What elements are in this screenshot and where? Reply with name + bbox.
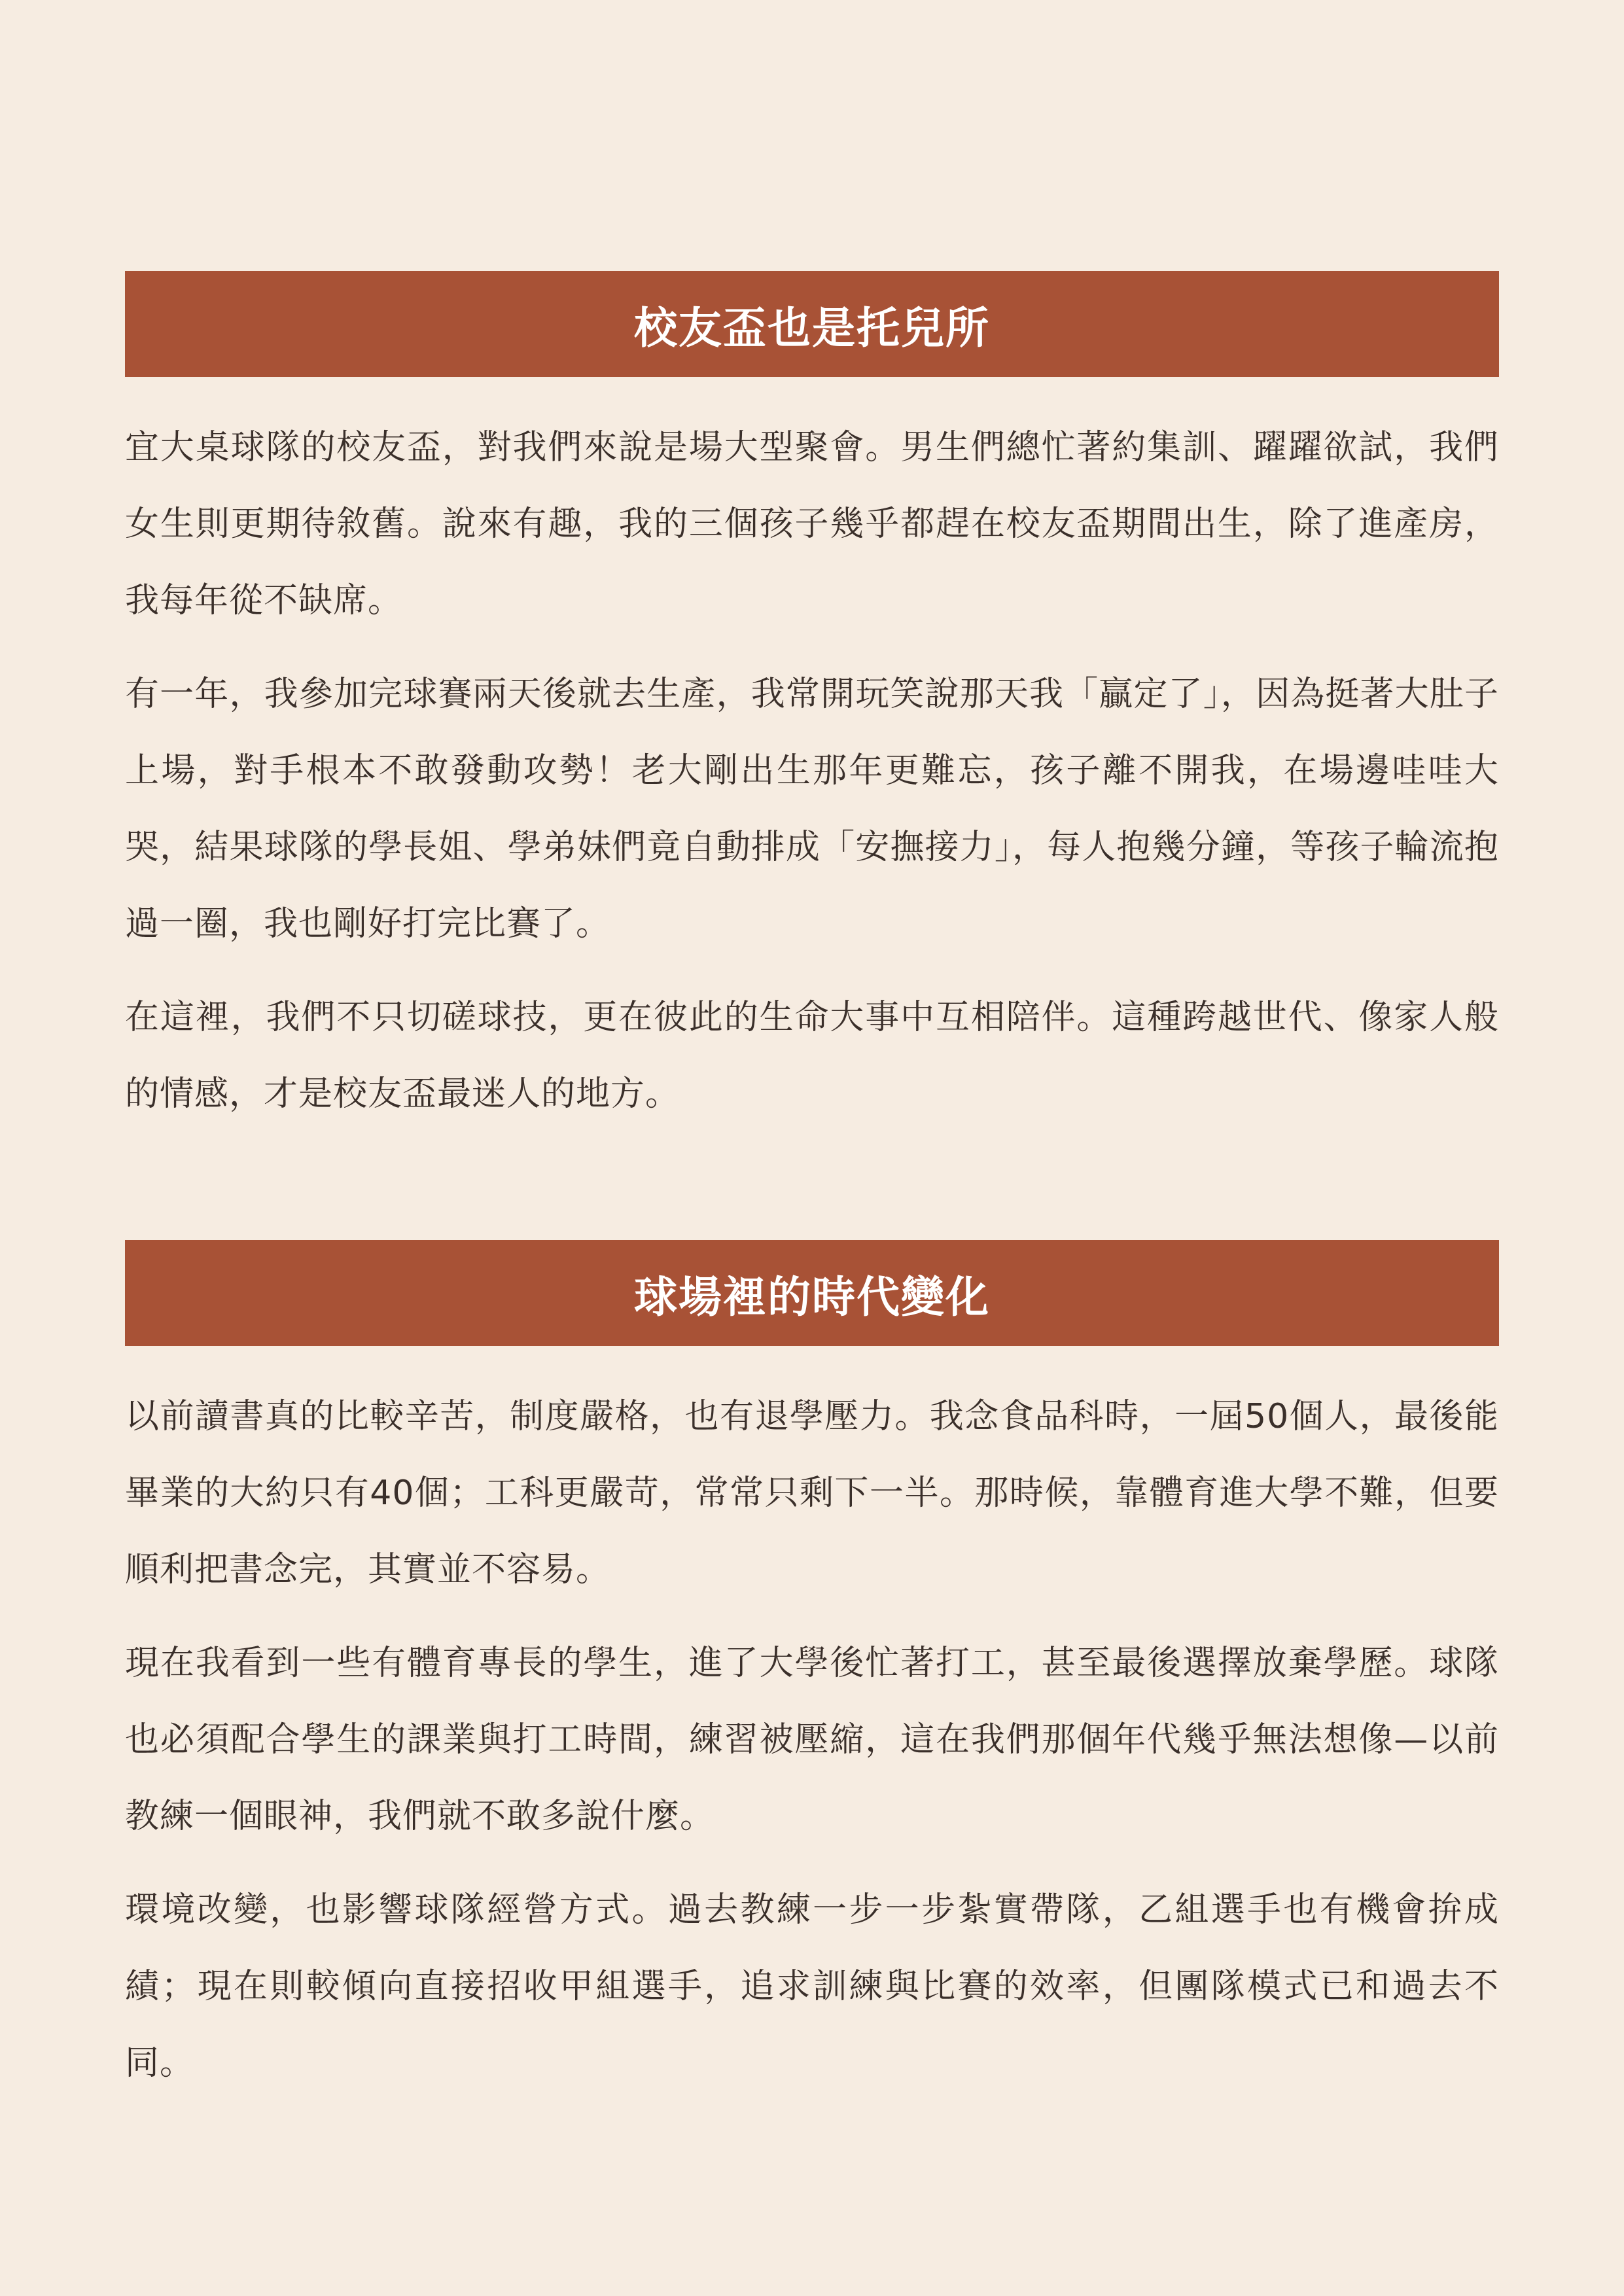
- article-page: [125, 271, 1499, 2102]
- section-alumni-cup: [125, 271, 1499, 1133]
- section-body: [125, 410, 1499, 1133]
- paragraph: 有一年，我參加完球賽兩天後就去生產，我常開玩笑說那天我「贏定了」，因為挺著大肚子上場，對手根本不敢發動攻勢！老大剛出生那年更難忘，孩子離不開我，在場邊哇哇大哭，結果球隊的學長姐、學弟妹們竟自動排成「安撫接力」，每人抱幾分鐘，等孩子輪流抱過一圈，我也剛好打完比賽了。: [125, 675, 1499, 944]
- section-title: 校友盃也是托兒所: [634, 302, 990, 353]
- section-body: [125, 1379, 1499, 2102]
- section-banner: [125, 271, 1499, 377]
- paragraph: 環境改變，也影響球隊經營方式。過去教練一步一步紮實帶隊，乙組選手也有機會拚成績；現在則較傾向直接招收甲組選手，追求訓練與比賽的效率，但團隊模式已和過去不同。: [125, 1890, 1499, 2083]
- section-banner: [125, 1240, 1499, 1346]
- section-era-changes: [125, 1240, 1499, 2102]
- paragraph: 以前讀書真的比較辛苦，制度嚴格，也有退學壓力。我念食品科時，一屆50個人，最後能畢業的大約只有40個；工科更嚴苛，常常只剩下一半。那時候，靠體育進大學不難，但要順利把書念完，其實並不容易。: [125, 1397, 1499, 1589]
- paragraph: 現在我看到一些有體育專長的學生，進了大學後忙著打工，甚至最後選擇放棄學歷。球隊也必須配合學生的課業與打工時間，練習被壓縮，這在我們那個年代幾乎無法想像—以前教練一個眼神，我們就不敢多說什麼。: [125, 1644, 1499, 1836]
- section-title: 球場裡的時代變化: [634, 1271, 990, 1322]
- paragraph: 宜大桌球隊的校友盃，對我們來說是場大型聚會。男生們總忙著約集訓、躍躍欲試，我們女生則更期待敘舊。說來有趣，我的三個孩子幾乎都趕在校友盃期間出生，除了進產房，我每年從不缺席。: [125, 428, 1499, 620]
- paragraph: 在這裡，我們不只切磋球技，更在彼此的生命大事中互相陪伴。這種跨越世代、像家人般的情感，才是校友盃最迷人的地方。: [125, 998, 1499, 1114]
